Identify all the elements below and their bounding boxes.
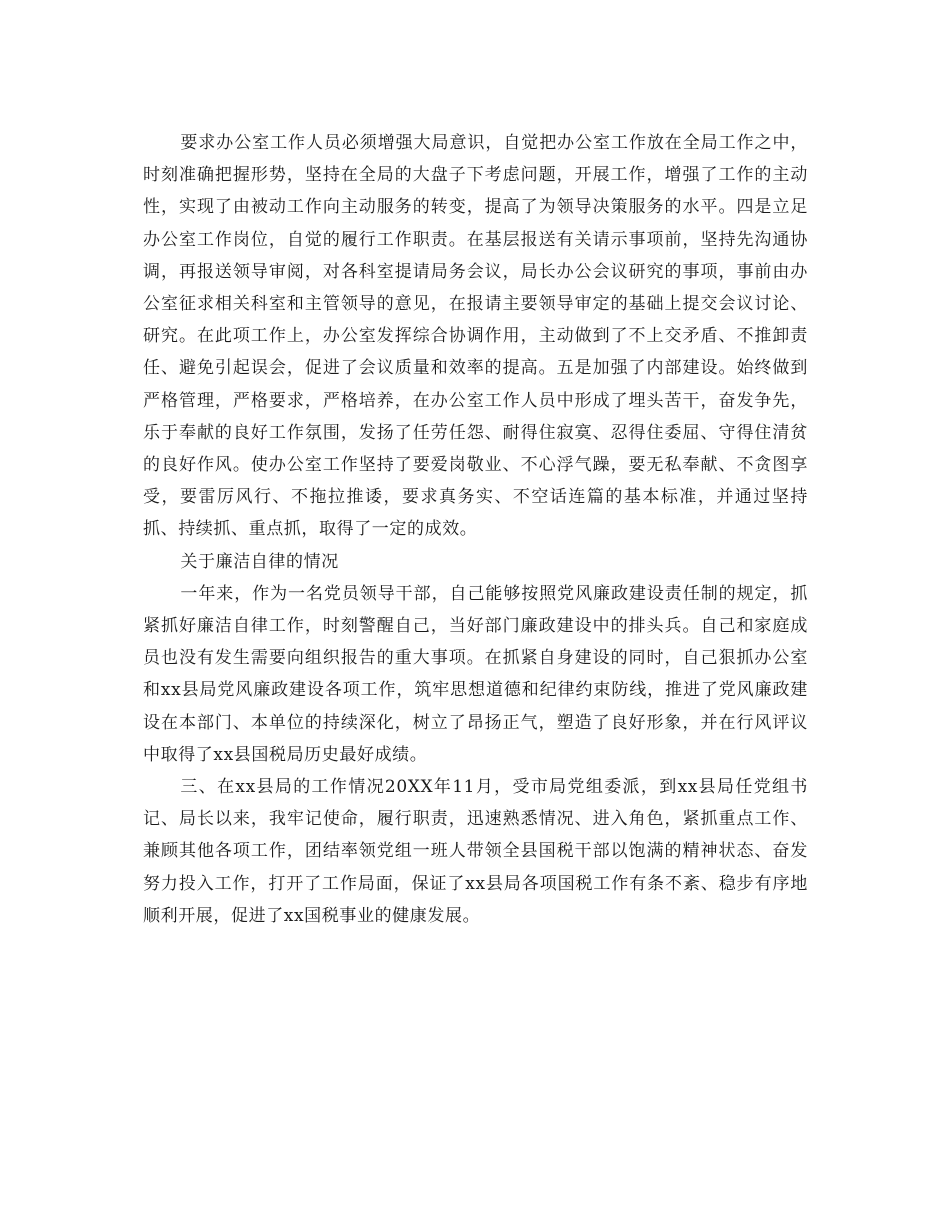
document-body	[143, 127, 808, 932]
paragraph-county-work: 三、在xx县局的工作情况20XX年11月，受市局党组委派，到xx县局任党组书记、局长以来，我牢记使命，履行职责，迅速熟悉情况、进入角色，紧抓重点工作、兼顾其他各项工作，团结率领党组一班人带领全县国税干部以饱满的精神状态、奋发努力投入工作，打开了工作局面，保证了xx县局各项国税工作有条不紊、稳步有序地顺利开展，促进了xx国税事业的健康发展。	[143, 777, 808, 926]
paragraph-office-work: 要求办公室工作人员必须增强大局意识，自觉把办公室工作放在全局工作之中，时刻准确把握形势，坚持在全局的大盘子下考虑问题，开展工作，增强了工作的主动性，实现了由被动工作向主动服务的转变，提高了为领导决策服务的水平。四是立足办公室工作岗位，自觉的履行工作职责。在基层报送有关请示事项前，坚持先沟通协调，再报送领导审阅，对各科室提请局务会议，局长办公会议研究的事项，事前由办公室征求相关科室和主管领导的意见，在报请主要领导审定的基础上提交会议讨论、研究。在此项工作上，办公室发挥综合协调作用，主动做到了不上交矛盾、不推卸责任、避免引起误会，促进了会议质量和效率的提高。五是加强了内部建设。始终做到严格管理，严格要求，严格培养，在办公室工作人员中形成了埋头苦干，奋发争先，乐于奉献的良好工作氛围，发扬了任劳任怨、耐得住寂寞、忍得住委屈、守得住清贫的良好作风。使办公室工作坚持了要爱岗敬业、不心浮气躁，要无私奉献、不贪图享受，要雷厉风行、不拖拉推诿，要求真务实、不空话连篇的基本标准，并通过坚持抓、持续抓、重点抓，取得了一定的成效。	[143, 133, 808, 540]
section-heading-integrity: 关于廉洁自律的情况	[180, 551, 339, 572]
paragraph-integrity: 一年来，作为一名党员领导干部，自己能够按照党风廉政建设责任制的规定，抓紧抓好廉洁自律工作，时刻警醒自己，当好部门廉政建设中的排头兵。自己和家庭成员也没有发生需要向组织报告的重大事项。在抓紧自身建设的同时，自己狠抓办公室和xx县局党风廉政建设各项工作，筑牢思想道德和纪律约束防线，推进了党风廉政建设在本部门、本单位的持续深化，树立了昂扬正气，塑造了良好形象，并在行风评议中取得了xx县国税局历史最好成绩。	[143, 583, 808, 765]
